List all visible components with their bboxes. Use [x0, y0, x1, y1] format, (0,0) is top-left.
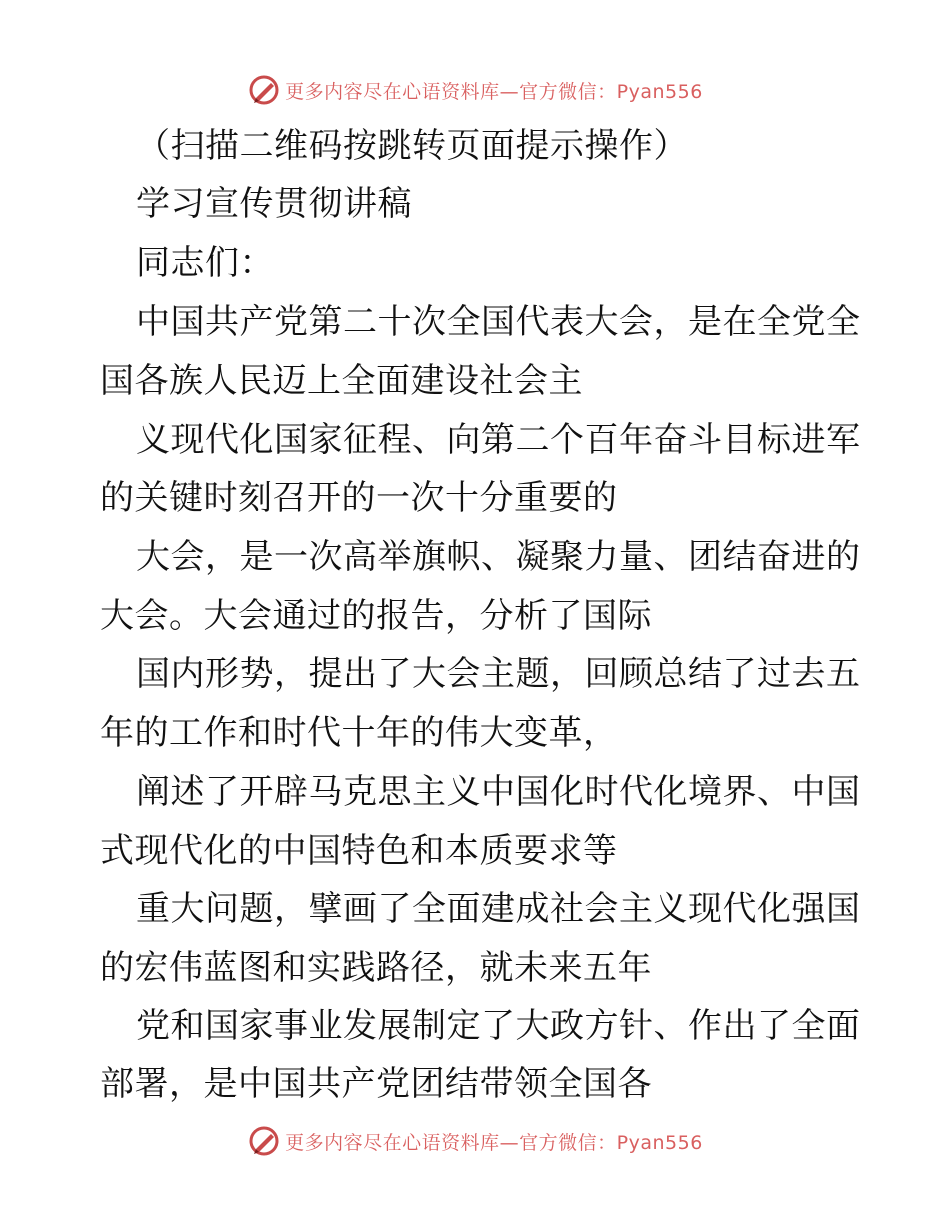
salutation: 同志们：	[136, 243, 274, 283]
watermark-header	[0, 70, 950, 110]
pen-logo-icon	[247, 73, 281, 107]
body-line: 重大问题，擘画了全面建成社会主义现代化强国	[136, 889, 861, 929]
body-line: 式现代化的中国特色和本质要求等	[100, 831, 618, 871]
watermark-text: 更多内容尽在心语资料库—官方微信：Pyan556	[285, 1131, 703, 1154]
document-title: 学习宣传贯彻讲稿	[136, 184, 412, 224]
body-line: 义现代化国家征程、向第二个百年奋斗目标进军	[136, 420, 861, 460]
body-line: 大会，是一次高举旗帜、凝聚力量、团结奋进的	[136, 537, 861, 577]
body-line: 国各族人民迈上全面建设社会主	[100, 361, 583, 401]
body-line: 大会。大会通过的报告，分析了国际	[100, 596, 652, 636]
body-line: 的关键时刻召开的一次十分重要的	[100, 478, 618, 518]
body-line: 党和国家事业发展制定了大政方针、作出了全面	[136, 1006, 861, 1046]
pen-logo-icon	[247, 1124, 281, 1158]
body-line: 部署，是中国共产党团结带领全国各	[100, 1064, 652, 1104]
body-line: 国内形势，提出了大会主题，回顾总结了过去五	[136, 654, 861, 694]
watermark-text: 更多内容尽在心语资料库—官方微信：Pyan556	[285, 80, 703, 103]
body-line: 年的工作和时代十年的伟大变革，	[100, 713, 618, 753]
body-line: 中国共产党第二十次全国代表大会，是在全党全	[136, 302, 861, 342]
watermark-footer	[0, 1121, 950, 1161]
body-line: 的宏伟蓝图和实践路径，就未来五年	[100, 948, 652, 988]
body-line: 阐述了开辟马克思主义中国化时代化境界、中国	[136, 772, 861, 812]
scan-instruction: （扫描二维码按跳转页面提示操作）	[136, 126, 688, 166]
